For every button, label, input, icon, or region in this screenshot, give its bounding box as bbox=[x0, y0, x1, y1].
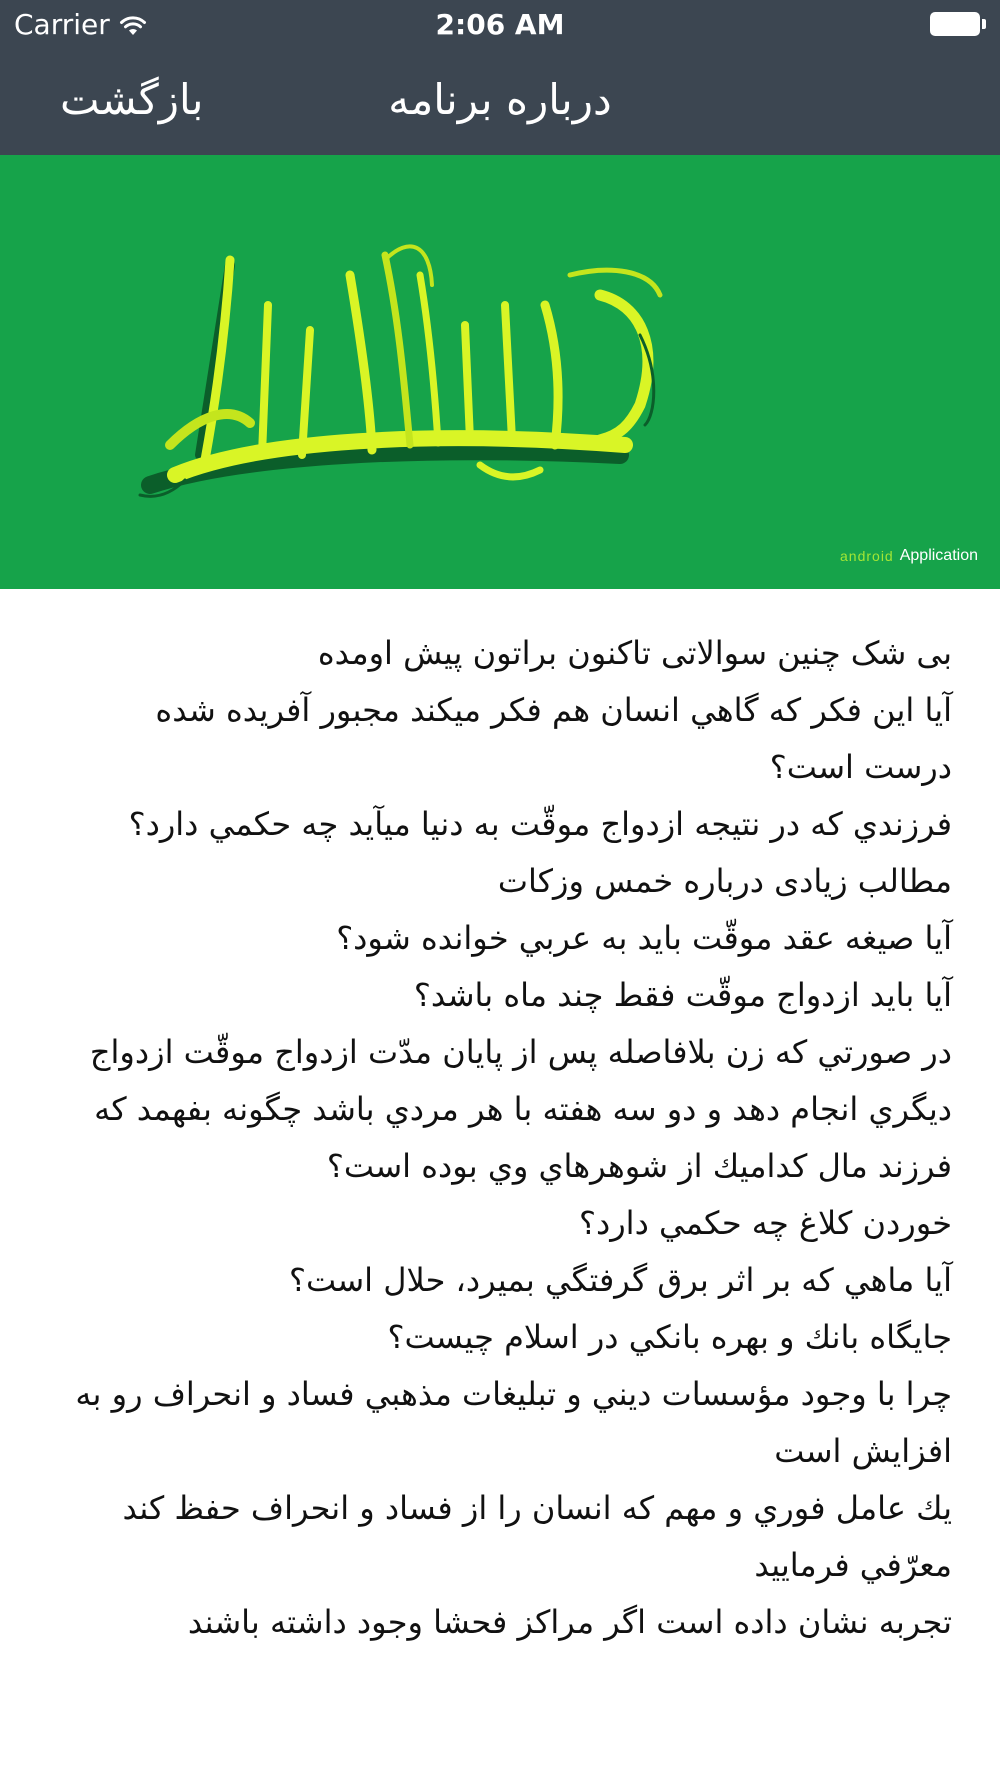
about-content bbox=[60, 625, 952, 1651]
content-line: يك عامل فوري و مهم كه انسان را از فساد و انحراف حفظ كند معرّفي فرماييد bbox=[122, 1489, 952, 1584]
content-line: در صورتي كه زن بلافاصله پس از پايان مدّت ازدواج موقّت ازدواج ديگري انجام دهد و دو سه هفته با هر مردي باشد چگونه بفهمد كه فرزند مال كداميك از شوهرهاي وي بوده است؟ bbox=[89, 1033, 952, 1185]
carrier-label: Carrier bbox=[14, 8, 110, 41]
content-line: بی شک چنین سوالاتی تاکنون براتون پیش اومده bbox=[317, 634, 952, 672]
content-line: آيا اين فكر كه گاهي انسان هم فكر ميكند مجبور آفريده شده درست است؟ bbox=[155, 691, 952, 786]
back-button[interactable]: بازگشت bbox=[60, 70, 203, 130]
content-line: چرا با وجود مؤسسات ديني و تبليغات مذهبي فساد و انحراف رو به افزايش است bbox=[75, 1375, 952, 1470]
content-line: خوردن كلاغ چه حكمي دارد؟ bbox=[578, 1204, 952, 1242]
application-label: Application bbox=[899, 547, 978, 564]
battery-icon bbox=[930, 12, 986, 36]
content-line: آيا صيغه عقد موقّت بايد به عربي خوانده شود؟ bbox=[336, 919, 952, 957]
app-banner bbox=[0, 155, 1000, 589]
platform-label bbox=[840, 547, 978, 565]
calligraphy-logo-icon bbox=[0, 155, 1000, 589]
content-line: فرزندي كه در نتيجه ازدواج موقّت به دنيا ميآيد چه حكمي دارد؟ bbox=[128, 805, 952, 843]
top-bar bbox=[0, 0, 1000, 155]
status-time: 2:06 AM bbox=[435, 8, 565, 41]
content-line: تجربه نشان داده است اگر مراكز فحشا وجود داشته باشند bbox=[187, 1603, 952, 1641]
content-line: آيا بايد ازدواج موقّت فقط چند ماه باشد؟ bbox=[413, 976, 952, 1014]
android-label: android bbox=[840, 548, 894, 564]
content-line: جايگاه بانك و بهره بانكي در اسلام چيست؟ bbox=[387, 1318, 952, 1356]
page-title: درباره برنامه bbox=[388, 75, 612, 124]
content-line: آيا ماهي كه بر اثر برق گرفتگي بميرد، حلال است؟ bbox=[288, 1261, 952, 1299]
content-line: مطالب زیادی درباره خمس وزکات bbox=[497, 862, 952, 900]
